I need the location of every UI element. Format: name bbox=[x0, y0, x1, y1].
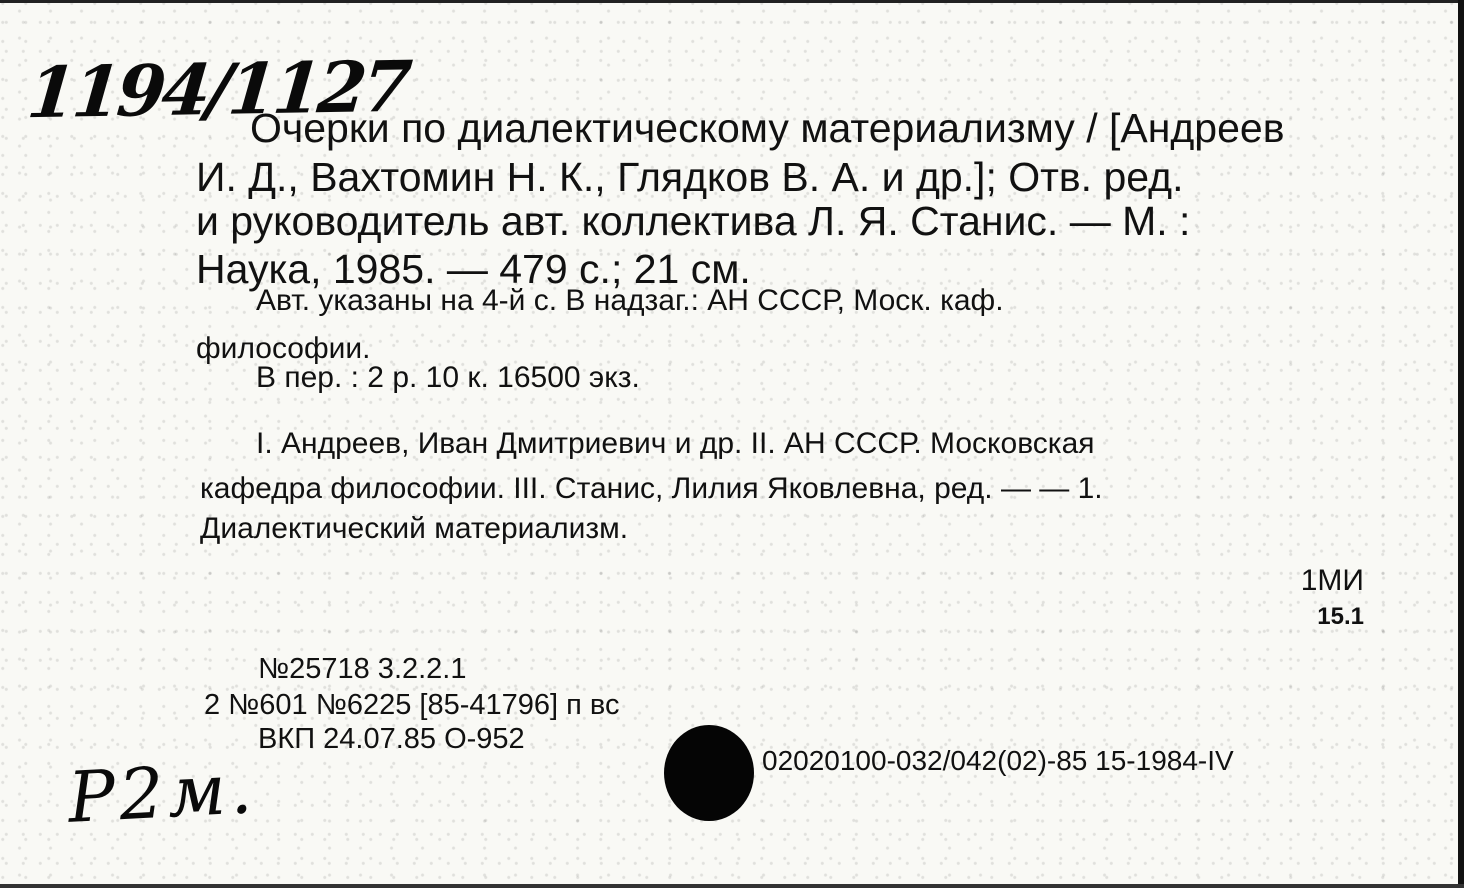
subject-line-2: кафедра философии. III. Станис, Лилия Яковлевна, ред. — — 1. bbox=[200, 472, 1103, 505]
handwritten-accession-number: 1194/1127 bbox=[24, 44, 412, 135]
registration-line-2: 2 №601 №6225 [85-41796] п вс bbox=[204, 689, 620, 721]
bibliographic-line-3: и руководитель авт. коллектива Л. Я. Станис. — М. : bbox=[196, 198, 1191, 244]
registration-line-1: №25718 3.2.2.1 bbox=[258, 653, 467, 685]
card-top-edge bbox=[0, 0, 1464, 3]
handwritten-shelf-mark: Р2м. bbox=[65, 747, 258, 839]
registration-line-3: ВКП 24.07.85 О-952 bbox=[258, 723, 525, 755]
punch-hole bbox=[664, 725, 754, 821]
note-line-1: Авт. указаны на 4-й с. В надзаг.: АН СССР, Моск. каф. bbox=[256, 284, 1004, 317]
classification-code bbox=[1301, 563, 1364, 635]
price-line: В пер. : 2 р. 10 к. 16500 экз. bbox=[256, 361, 640, 394]
imprint-code: 02020100-032/042(02)-85 15-1984-IV bbox=[762, 745, 1234, 776]
classification-code-line-2: 15.1 bbox=[1317, 603, 1364, 630]
note-line-2: философии. bbox=[196, 332, 371, 365]
classification-code-line-1: 1МИ bbox=[1300, 564, 1364, 597]
subject-line-1: I. Андреев, Иван Дмитриевич и др. II. АН СССР. Московская bbox=[256, 427, 1095, 460]
card-bottom-edge bbox=[0, 884, 1464, 888]
card-right-edge bbox=[1458, 0, 1464, 888]
bibliographic-line-1: Очерки по диалектическому материализму / [Андреев bbox=[250, 105, 1285, 151]
subject-line-3: Диалектический материализм. bbox=[200, 512, 629, 545]
bibliographic-line-4: Наука, 1985. — 479 с.; 21 см. bbox=[196, 246, 751, 292]
bibliographic-line-2: И. Д., Вахтомин Н. К., Глядков В. А. и др.]; Отв. ред. bbox=[196, 154, 1184, 200]
